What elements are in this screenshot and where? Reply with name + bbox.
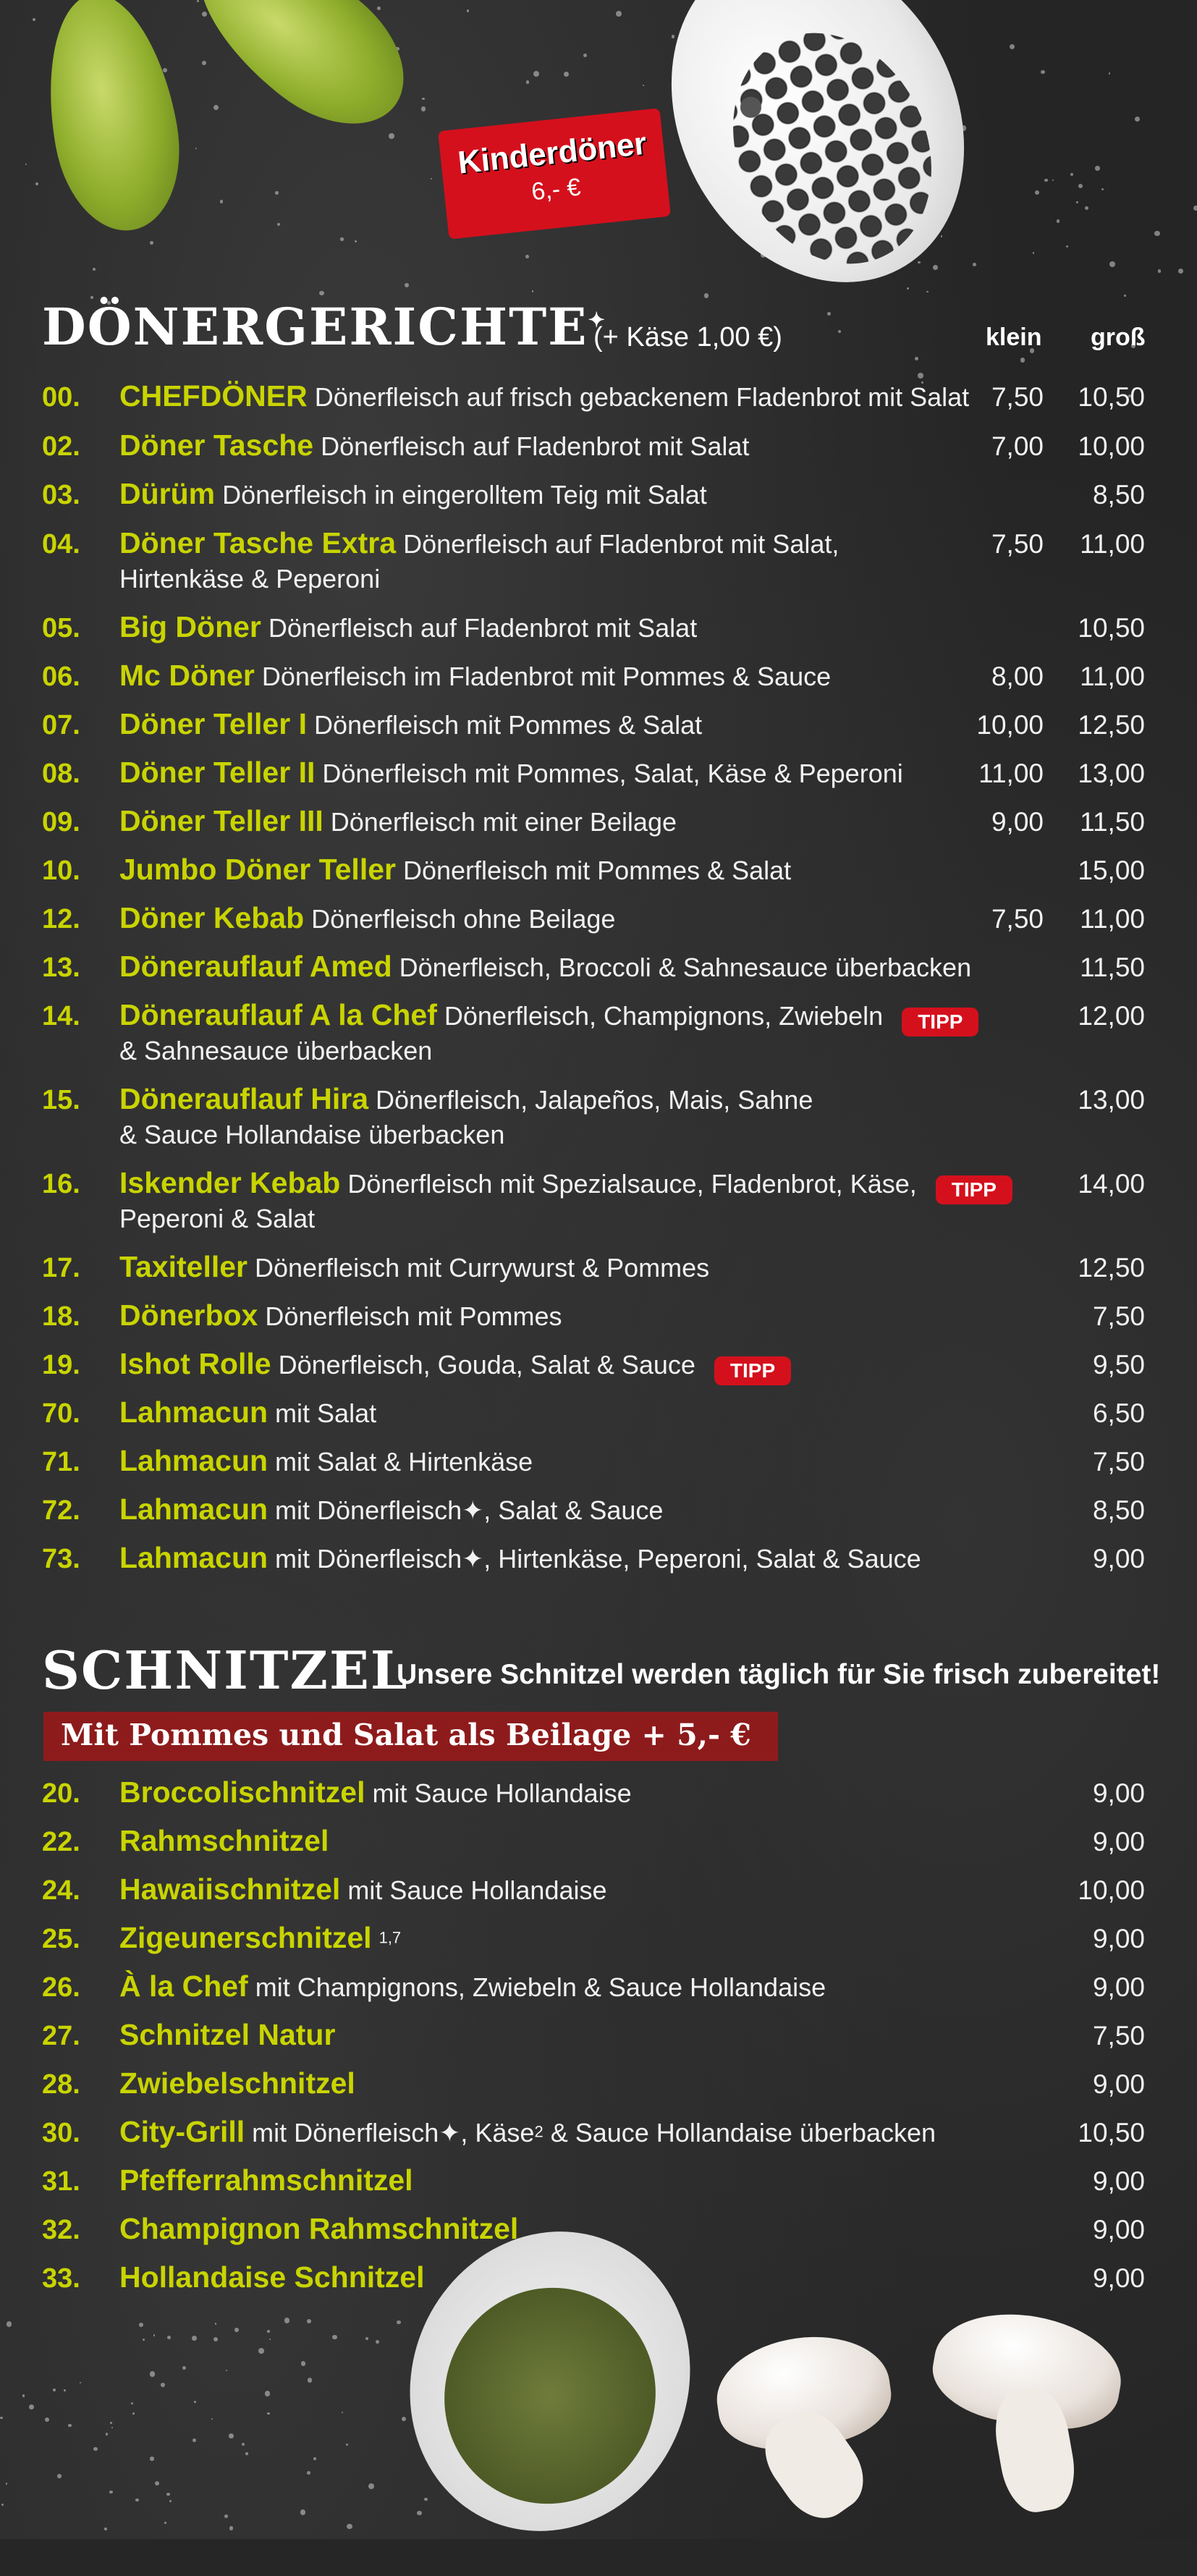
salt-speck [150,2371,155,2376]
price-small: 9,00 [991,807,1044,837]
price: 9,00 [1092,2069,1145,2099]
price-large: 7,50 [1092,1301,1145,1331]
item-description: Dönerfleisch im Fladenbrot mit Pommes & Sauce [254,662,832,691]
salt-speck [161,2383,165,2387]
tipp-badge: TIPP [902,1008,978,1036]
item-number: 72. [42,1495,80,1526]
salt-speck [1158,269,1162,273]
item-number: 05. [42,613,80,643]
salt-speck [313,2457,316,2459]
item-text [119,756,903,790]
salt-speck [1057,219,1060,223]
item-text [119,998,978,1036]
salt-speck [421,106,426,111]
item-number: 24. [42,1875,80,1906]
salt-speck [135,2499,138,2501]
salt-speck [616,11,622,17]
item-number: 02. [42,431,80,462]
item-text [119,853,791,887]
salt-speck [1193,206,1197,211]
item-text [119,2115,936,2149]
salt-speck [53,2389,55,2391]
salt-speck [150,241,153,245]
salt-speck [93,2447,97,2451]
item-number: 73. [42,1544,80,1574]
salt-speck [284,2318,289,2323]
price-large: 10,50 [1078,613,1145,643]
item-name: Döner Tasche Extra [119,526,397,559]
item-description: mit Dönerfleisch✦, Käse [245,2118,535,2148]
side-dish-banner [43,1712,778,1761]
item-name: Broccolischnitzel [119,1775,365,1809]
price: 9,00 [1092,1778,1145,1808]
item-description: Dönerfleisch auf frisch gebackenem Fladenbrot mit Salat [307,382,970,412]
item-text [119,1250,709,1284]
item-name: Big Döner [119,610,261,643]
salt-speck [1095,166,1100,171]
tipp-badge: TIPP [936,1175,1012,1204]
price: 9,00 [1092,1924,1145,1954]
salt-speck [308,2378,313,2383]
price-small: 7,50 [991,529,1044,559]
salt-speck [202,61,206,65]
item-text [119,2260,425,2294]
salt-speck [269,2339,271,2340]
item-text [119,1347,791,1385]
salt-speck [164,2522,166,2524]
badge-title: Kinderdöner [456,125,648,181]
item-number: 00. [42,382,80,413]
salt-speck [376,2340,379,2344]
item-text [119,477,707,511]
item-name: Iskender Kebab [119,1166,341,1199]
item-text [119,659,831,693]
salt-speck [104,2528,106,2530]
price-small: 7,50 [991,904,1044,934]
salt-speck [93,268,96,271]
salt-speck [229,2526,233,2530]
item-description: Dönerfleisch, Gouda, Salat & Sauce [271,1350,695,1380]
price: 7,50 [1092,2021,1145,2051]
item-text [119,1166,1012,1204]
doener-section-title [42,297,606,357]
price-small: 8,00 [991,662,1044,691]
item-description: mit Dönerfleisch✦, Hirtenkäse, Peperoni, Salat & Sauce [268,1544,921,1574]
tipp-badge: TIPP [714,1356,791,1385]
salt-speck [143,2339,145,2341]
salt-speck [234,2328,239,2332]
salt-speck [525,255,529,258]
item-number: 10. [42,856,80,886]
item-number: 70. [42,1398,80,1429]
item-number: 08. [42,759,80,789]
item-name: Hollandaise Schnitzel [119,2260,425,2294]
item-description: mit Salat [268,1398,377,1428]
banner-text: Mit Pommes und Salat als Beilage + 5,- € [61,1718,751,1752]
item-text [119,1824,329,1858]
item-text [119,2163,413,2197]
price-large: 10,00 [1078,431,1145,461]
price-large: 11,00 [1080,662,1145,691]
salt-speck [1010,44,1015,49]
item-text [119,1541,921,1575]
item-number: 13. [42,953,80,983]
salt-speck [106,2433,109,2436]
item-number: 22. [42,1827,80,1857]
salt-speck [332,2335,337,2339]
price-large: 12,50 [1078,1253,1145,1283]
item-description: Dönerfleisch, Jalapeños, Mais, Sahne [368,1085,813,1115]
salt-speck [918,261,921,264]
item-text [119,707,702,741]
item-number: 25. [42,1924,80,1954]
salt-speck [1109,261,1115,267]
item-name: Dürüm [119,477,216,510]
item-description: Dönerfleisch mit Currywurst & Pommes [248,1253,710,1283]
salt-speck [182,2366,186,2370]
item-number: 12. [42,904,80,934]
item-number: 04. [42,529,80,559]
salt-speck [202,12,207,17]
item-description: Dönerfleisch auf Fladenbrot mit Salat, [396,529,839,559]
item-description: Dönerfleisch ohne Beilage [304,904,616,934]
item-description: Dönerfleisch mit Pommes & Salat [306,710,703,740]
item-text [119,379,969,413]
item-text [119,428,749,463]
item-text [119,1872,607,1906]
price-large: 11,50 [1080,953,1145,982]
item-description: mit Dönerfleisch✦, Salat & Sauce [268,1495,664,1525]
salt-speck [224,2514,228,2518]
salt-speck [342,2412,343,2413]
item-text [119,1298,562,1333]
salt-speck [275,191,279,195]
item-number: 15. [42,1085,80,1115]
price-large: 11,00 [1080,904,1145,934]
salt-speck [35,182,38,185]
item-name: Taxiteller [119,1250,248,1283]
salt-speck [132,2412,135,2415]
salt-speck [933,265,938,270]
salt-speck [424,2498,427,2501]
item-text [119,1969,826,2003]
item-name: Lahmacun [119,1444,268,1477]
salt-speck [213,2337,218,2341]
salt-speck [1135,117,1140,122]
salt-speck [319,291,323,295]
price-small: 7,50 [991,382,1044,412]
item-number: 28. [42,2069,80,2100]
item-description-cont: Hirtenkäse & Peperoni [119,564,381,594]
item-text [119,1921,401,1955]
item-text [119,2066,355,2100]
item-description: Dönerfleisch mit Pommes & Salat [395,856,792,885]
salt-speck [1033,252,1035,254]
salt-speck [1076,201,1078,203]
item-name: Dönerauflauf Hira [119,1082,368,1115]
item-text [119,526,839,560]
schnitzel-subtitle: Unsere Schnitzel werden täglich für Sie frisch zubereitet! [397,1659,1161,1690]
salt-speck [704,293,709,297]
price-large: 9,00 [1092,1544,1145,1574]
item-description [372,1924,379,1954]
allergen-note: 1,7 [378,1928,402,1947]
item-number: 26. [42,1972,80,2003]
price-large: 11,50 [1080,807,1145,837]
item-description: Dönerfleisch in eingerolltem Teig mit Salat [215,480,707,510]
item-name: Schnitzel Natur [119,2018,336,2051]
item-description: Dönerfleisch mit einer Beilage [323,807,677,837]
item-name: Jumbo Döner Teller [119,853,396,886]
salt-speck [301,2361,306,2366]
item-number: 27. [42,2021,80,2051]
item-name: Döner Kebab [119,901,305,934]
item-number: 20. [42,1778,80,1809]
price-large: 6,50 [1092,1398,1145,1428]
item-text [119,2212,518,2246]
price-large: 8,50 [1092,1495,1145,1525]
badge-price: 6,- € [530,173,583,206]
item-name: Döner Teller I [119,707,307,740]
kinderdoener-badge [438,108,671,239]
price-small: 10,00 [976,710,1044,740]
salt-speck [245,2452,248,2454]
item-description: mit Sauce Hollandaise [340,1875,607,1905]
salt-speck [300,2509,305,2514]
item-name: Pfefferrahmschnitzel [119,2163,413,2197]
price-large: 8,50 [1092,480,1145,510]
allergen-note: 2 [534,2122,543,2141]
item-description-cont: & Sahnesauce überbacken [119,1036,433,1065]
item-name: À la Chef [119,1969,248,2003]
salt-speck [194,2401,196,2403]
salt-speck [533,71,539,77]
item-name: Lahmacun [119,1541,268,1574]
item-number: 14. [42,1001,80,1031]
item-description: mit Champignons, Zwiebeln & Sauce Hollandaise [248,1972,826,2002]
item-text [119,1492,663,1526]
item-number: 30. [42,2118,80,2148]
item-number: 71. [42,1447,80,1477]
item-number: 18. [42,1301,80,1332]
item-text [119,1444,533,1478]
price-small: 7,00 [991,431,1044,461]
item-description: Dönerfleisch mit Pommes, Salat, Käse & Peperoni [315,759,903,788]
price-large: 9,50 [1092,1350,1145,1380]
price: 9,00 [1092,2215,1145,2245]
item-name: Lahmacun [119,1395,268,1429]
salt-speck [265,2391,271,2396]
salt-speck [258,2348,264,2354]
item-description: mit Salat & Hirtenkäse [268,1447,533,1477]
price-large: 11,00 [1080,529,1145,559]
item-text [119,1395,376,1430]
salt-speck [397,2320,400,2324]
salt-speck [1085,206,1088,210]
item-text [119,610,697,644]
item-name: CHEFDÖNER [119,379,308,413]
salt-speck [166,2493,169,2496]
salt-speck [22,2394,25,2396]
salt-speck [1,2504,4,2506]
price-large: 12,00 [1078,1001,1145,1031]
salt-speck [1124,295,1125,296]
item-text [119,804,677,838]
price-large: 12,50 [1078,710,1145,740]
salt-speck [1052,180,1054,181]
price-large: 10,50 [1078,382,1145,412]
salt-speck [163,68,167,72]
salt-speck [29,2404,34,2410]
item-name: Dönerbox [119,1298,258,1332]
salt-speck [242,2443,245,2446]
salt-speck [57,2474,62,2478]
price: 9,00 [1092,2166,1145,2196]
price: 9,00 [1092,1827,1145,1857]
salt-speck [918,373,923,379]
item-number: 19. [42,1350,80,1380]
salt-speck [1035,190,1039,195]
col-large-header: groß [1091,324,1146,351]
price: 9,00 [1092,2263,1145,2293]
col-small-header: klein [986,324,1042,351]
salt-speck [907,287,909,290]
item-description-cont: & Sauce Hollandaise überbacken [119,1120,505,1149]
item-description: Dönerfleisch, Champignons, Zwiebeln [436,1001,884,1031]
item-name: Zigeunerschnitzel [119,1921,372,1954]
item-name: Lahmacun [119,1492,268,1526]
salt-speck [150,2457,154,2461]
item-name: Rahmschnitzel [119,1824,329,1857]
item-number: 16. [42,1169,80,1199]
salt-speck [213,105,219,110]
price-large: 7,50 [1092,1447,1145,1477]
salt-speck [229,2433,233,2438]
item-description: Dönerfleisch auf Fladenbrot mit Salat [313,431,750,461]
item-text [119,1082,813,1116]
doener-title-text: DÖNERGERICHTE [42,297,588,357]
salt-speck [417,2511,421,2515]
item-description: Dönerfleisch auf Fladenbrot mit Salat [261,613,698,643]
item-description: Dönerfleisch, Broccoli & Sahnesauce überbacken [392,953,972,982]
item-text [119,950,971,984]
salt-speck [1044,179,1048,182]
price-large: 15,00 [1078,856,1145,885]
item-number: 03. [42,480,80,510]
item-text [119,901,615,935]
salt-speck [153,2334,156,2336]
salt-speck [340,237,343,240]
price: 10,00 [1078,1875,1145,1905]
item-description-cont: & Sauce Hollandaise überbacken [543,2118,936,2148]
item-number: 06. [42,662,80,692]
schnitzel-section-title: SCHNITZEL [42,1639,409,1701]
price-large: 13,00 [1078,759,1145,788]
price: 9,00 [1092,1972,1145,2002]
salt-speck [110,2422,112,2424]
item-name: Mc Döner [119,659,255,692]
item-description: Dönerfleisch mit Pommes [258,1301,562,1331]
item-name: Döner Tasche [119,428,314,462]
item-name: Hawaiischnitzel [119,1872,341,1906]
salt-speck [526,80,530,84]
title-mark: ✦ [588,308,607,332]
salt-speck [192,2336,197,2341]
price-large: 13,00 [1078,1085,1145,1115]
item-number: 09. [42,807,80,837]
item-name: Zwiebelschnitzel [119,2066,355,2100]
item-name: Champignon Rahmschnitzel [119,2212,519,2245]
item-number: 31. [42,2166,80,2197]
salt-speck [307,2471,310,2475]
price: 10,50 [1078,2118,1145,2148]
price-large: 14,00 [1078,1169,1145,1199]
salt-speck [80,2382,81,2383]
item-description: Dönerfleisch mit Spezialsauce, Fladenbrot, Käse, [340,1169,917,1199]
cheese-note: (+ Käse 1,00 €) [593,322,782,352]
item-text [119,1775,632,1809]
item-number: 33. [42,2263,80,2294]
item-name: City-Grill [119,2115,245,2148]
salt-speck [389,133,394,139]
item-name: Dönerauflauf Amed [119,950,392,983]
item-name: Ishot Rolle [119,1347,271,1380]
item-number: 07. [42,710,80,740]
item-text [119,2018,335,2052]
item-description-cont: Peperoni & Salat [119,1204,316,1233]
item-name: Döner Teller III [119,804,323,837]
price-small: 11,00 [978,759,1044,788]
salt-speck [109,2491,113,2494]
item-description: mit Sauce Hollandaise [365,1778,632,1808]
salt-speck [1020,358,1025,362]
item-name: Dönerauflauf A la Chef [119,998,437,1031]
item-name: Döner Teller II [119,756,316,789]
item-number: 32. [42,2215,80,2245]
item-number: 17. [42,1253,80,1283]
